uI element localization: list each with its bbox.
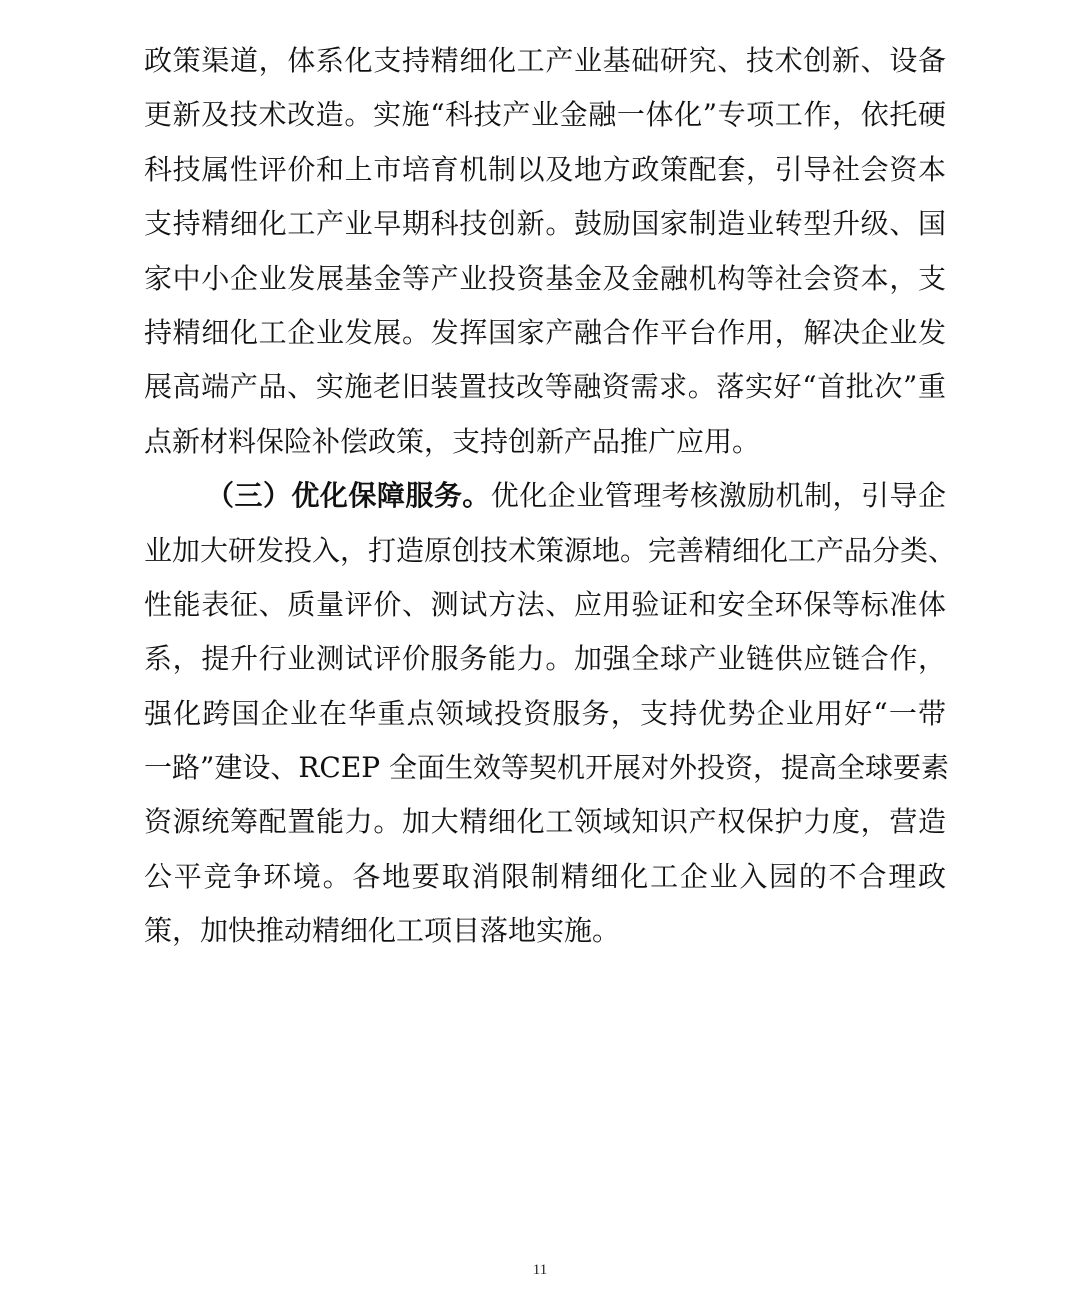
text-line: 强化跨国企业在华重点领域投资服务，支持优势企业用好“一带: [144, 696, 946, 730]
text-line: 支持精细化工产业早期科技创新。鼓励国家制造业转型升级、国: [144, 207, 946, 241]
section-first-line: [144, 469, 946, 523]
text-line: 业加大研发投入，打造原创技术策源地。完善精细化工产品分类、: [144, 533, 957, 567]
body-text: [144, 34, 957, 959]
paragraph-service-guarantee: [144, 469, 957, 959]
text-line: 展高端产品、实施老旧装置技改等融资需求。落实好“首批次”重: [144, 370, 946, 404]
text-line: 系，提升行业测试评价服务能力。加强全球产业链供应链合作，: [144, 642, 946, 676]
text-line: 策，加快推动精细化工项目落地实施。: [144, 914, 621, 948]
text-line: 政策渠道，体系化支持精细化工产业基础研究、技术创新、设备: [144, 44, 946, 77]
text-line: 公平竞争环境。各地要取消限制精细化工企业入园的不合理政: [144, 859, 946, 893]
paragraph-financing: [144, 34, 946, 469]
text-line: 点新材料保险补偿政策，支持创新产品推广应用。: [144, 424, 761, 458]
text-line: 科技属性评价和上市培育机制以及地方政策配套，引导社会资本: [144, 152, 946, 186]
section-heading: （三）优化保障服务。: [206, 479, 491, 513]
text-line: 持精细化工企业发展。发挥国家产融合作平台作用，解决企业发: [144, 315, 946, 349]
text-line: 家中小企业发展基金等产业投资基金及金融机构等社会资本，支: [144, 261, 946, 295]
text-line: 一路”建设、RCEP 全面生效等契机开展对外投资，提高全球要素: [144, 751, 950, 785]
section-first-line-text: 优化企业管理考核激励机制，引导企: [490, 479, 946, 513]
text-line: 资源统筹配置能力。加大精细化工领域知识产权保护力度，营造: [144, 805, 946, 839]
text-line: 性能表征、质量评价、测试方法、应用验证和安全环保等标准体: [144, 587, 946, 621]
page-number: 11: [532, 1262, 548, 1278]
text-line: 更新及技术改造。实施“科技产业金融一体化”专项工作，依托硬: [144, 98, 946, 132]
